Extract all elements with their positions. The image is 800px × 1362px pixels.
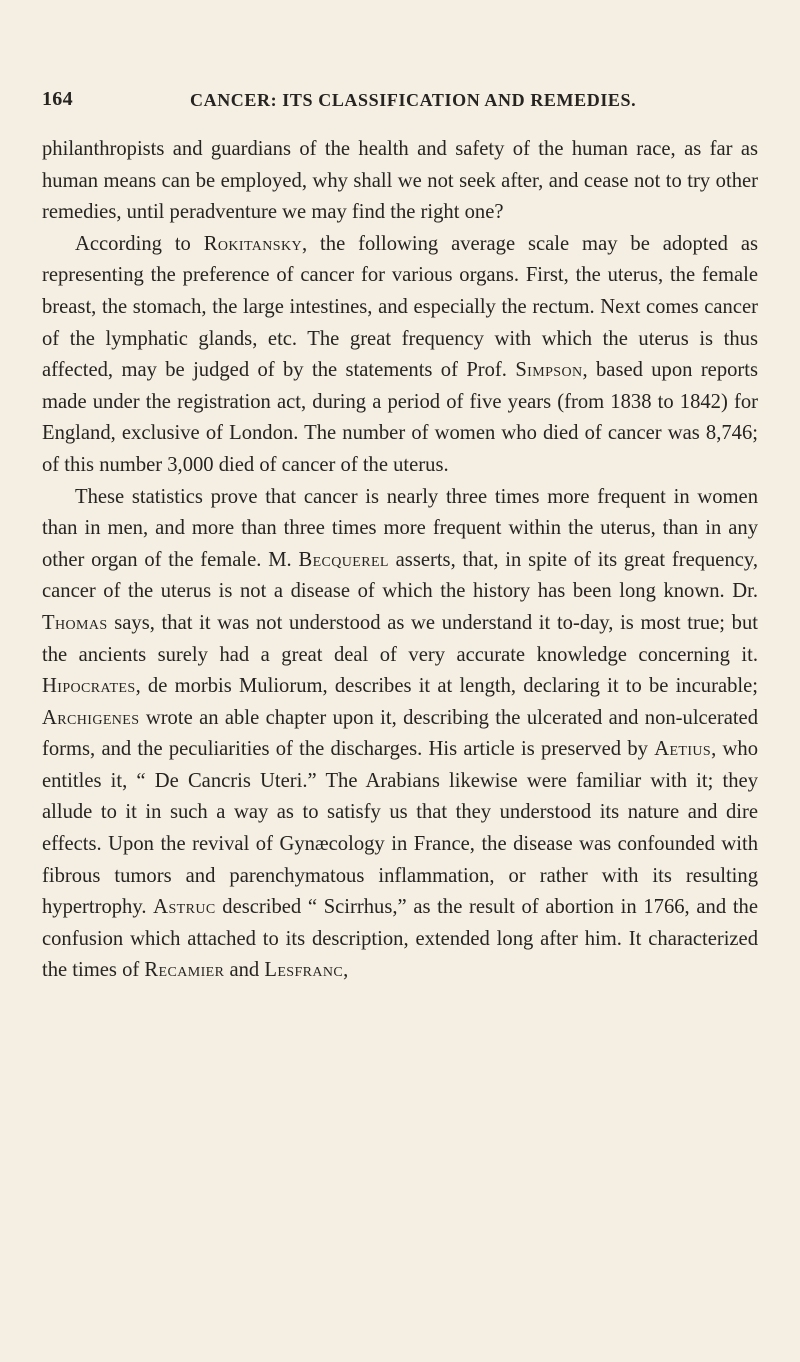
author-name-rokitansky: Rokitansky [203,232,303,255]
body-text [42,134,758,987]
text-run: wrote an able chapter upon it, describing the ulcerated and non-ulcerated forms, and the peculiarities of the discharges. His article is preserved by [42,706,758,761]
page-header [42,88,758,112]
running-head: CANCER: ITS CLASSIFICATION AND REMEDIES. [190,90,637,110]
page-number: 164 [42,88,73,110]
author-name-aetius: Aetius [654,738,712,761]
text-run: , the following average scale may be adopted as representing the preference of cancer for various organs. First, the uterus, the female breast, the stomach, the large intestines, and especially the rectum. Next comes cancer of the lymphatic glands, etc. The great frequency with which the uterus is thus affected, may be judged of by the statements of Prof. [42,232,758,382]
paragraph-2 [42,229,758,482]
text-run: described “ Scirrhus,” as the result of abortion in 1766, and the confusion which attached to its description, extended long after him. It characterized the times of [42,896,758,982]
text-run: and [224,959,265,982]
text-run: philanthropists and guardians of the health and safety of the human race, as far as human means can be employed, why shall we not seek after, and cease not to try other remedies, until peradventure we may find the right one? [42,138,758,224]
text-run: says, that it was not understood as we understand it to-day, is most true; but the ancients surely had a great deal of very accurate knowledge concerning it. [42,611,758,666]
text-run: asserts, that, in spite of its great frequency, cancer of the uterus is not a disease of which the history has been long known. Dr. [42,548,758,603]
author-name-hipocrates: Hipocrates [42,675,136,698]
text-run: , based upon reports made under the registration act, during a period of five years (from 1838 to 1842) for England, exclusive of London. The number of women who died of cancer was 8,746; of this number 3,000 died of cancer of the uterus. [42,359,759,476]
paragraph-1 [42,134,758,229]
author-name-becquerel: Becquerel [298,548,389,571]
author-name-archigenes: Archigenes [42,706,140,729]
text-run: According to [75,232,204,255]
author-name-astruc: Astruc [153,896,216,919]
text-run: , who entitles it, “ De Cancris Uteri.” The Arabians likewise were familiar with it; they allude to it in such a way as to satisfy us that they understood its nature and dire effects. Upon the revival of Gynæcology in France, the disease was confounded with fibrous tumors and parenchymatous inflammation, or rather with its resulting hypertrophy. [42,738,758,919]
author-name-simpson: Simpson [515,359,583,382]
text-run: , de morbis Muliorum, describes it at length, declaring it to be incurable; [135,675,758,698]
text-run: , [343,959,349,982]
text-run: These statistics prove that cancer is nearly three times more frequent in women than in men, and more than three times more frequent within the uterus, than in any other organ of the female. M. [42,485,758,571]
author-name-lesfranc: Lesfranc [264,959,344,982]
author-name-recamier: Recamier [144,959,225,982]
author-name-thomas: Thomas [42,611,108,634]
paragraph-3 [42,482,758,988]
